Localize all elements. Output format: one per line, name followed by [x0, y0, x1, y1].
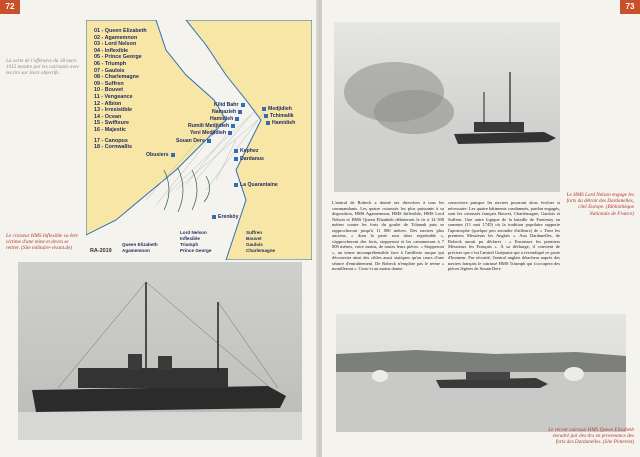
- legend-item: 15 - Swiftsure: [94, 120, 130, 127]
- legend-item: 17 - Canopus: [94, 137, 128, 144]
- page-number: 73: [620, 0, 640, 14]
- inflexible-caption: Le croiseur HMS Inflexible va être victime d'une mine et devra se retirer. (Site militaire-vivant.de): [6, 233, 78, 252]
- place-dardanus: Dardanus: [232, 156, 264, 162]
- place-kilid-bahr: Kilid Bahr: [214, 102, 247, 108]
- article-column-1: L'amiral de Robeck a donné ses directives à tous les commandants. Les quatre cuirassés les plus puissants à sa disposition, HMS Agamemnon, HMS Inflexible, HMS Lord Nelson et HMS Queen Elizabeth débuteront le tir à 14 500 mètres contre les forts du goulet de Tchanak puis se rapprocheront jusqu'à 11 000 mètres. Des navires plus anciens, « dont la perte sera alors regrettable », s'approcheront des forts, stopperont et les canonneront à 7 000 mètres, voire moins, de toutes leurs pièces. « Stopperont », un terme incompréhensible face à l'artillerie turque qui découvrira ainsi des cibles aussi statiques qu'au cours d'une séance d'entraînement. De Robeck n'emploie pas le terme « mouilleront ». Ceux-ci au moins donne: [332, 200, 444, 271]
- place-yeni-medjidieh: Yeni Medjidieh: [190, 130, 234, 136]
- place-erenkoy: Erenköy: [210, 214, 238, 220]
- legend-item: 02 - Agamemnon: [94, 34, 138, 41]
- photo-hms-lord-nelson: [334, 22, 560, 192]
- legend-item: 10 - Bouvet: [94, 87, 124, 94]
- battleship-under-fire: [336, 314, 626, 432]
- place-kephez: Kephez: [232, 148, 258, 154]
- legend-item: 04 - Inflexible: [94, 47, 129, 54]
- legend-item: 06 - Triumph: [94, 60, 127, 67]
- legend-item: 12 - Albion: [94, 100, 122, 107]
- ship-table-col3: Suffren Bouvet Gaulois Charlemagne: [246, 230, 276, 253]
- photo-hms-queen-elizabeth: [336, 314, 626, 432]
- legend-item: 05 - Prince George: [94, 54, 142, 61]
- legend-item: 11 - Vengeance: [94, 93, 133, 100]
- place-hamidieh-west: Hamidieh: [210, 116, 241, 122]
- ship-table-col1: Queen Elizabeth Agamemnon: [122, 242, 158, 253]
- battle-map: [86, 20, 312, 260]
- place-hamidieh-east: Hamidieh: [264, 120, 295, 126]
- map-legend: [94, 28, 147, 151]
- map-code: RA-2019: [90, 248, 112, 254]
- photo-hms-inflexible: [18, 262, 302, 440]
- right-page: [322, 0, 640, 457]
- legend-item: 01 - Queen Elizabeth: [94, 28, 147, 34]
- place-obusiers: Obusiers: [146, 152, 177, 158]
- lord-nelson-caption: Le HMS Lord Nelson engage les forts du détroit des Dardanelles, côté Europe. (Bibliothèque Nationale de France): [566, 192, 634, 217]
- legend-item: 13 - Irresistible: [94, 107, 133, 114]
- battleship-silhouette: [18, 262, 302, 440]
- place-medjidieh: Medjidieh: [260, 106, 292, 112]
- left-page: [0, 0, 318, 457]
- article-column-2: conscience puisque les navires pourront alors évoluer si nécessaire. Les quatre bâtiments condamnés, pardon engagés, sont les cuirassés français Bouvet, Charlemagne, Gaulois et Suffren. Une autre logique de la bataille de Fontenoy en sommes (11 mai 1745) où la tradition populaire rapporte l'apostrophe (quelque peu arrondie d'ailleurs) de « Tirez les premiers Messieurs les Anglais ». Aux Dardanelles, de Robeck aurait pu déclarer : « Encaissez les premiers Messieurs les Français ». À sa décharge, il convient de préciser que c'est l'amiral Guépratte qui a revendiqué ce poste d'honneur. Par sécurité, l'amiral anglais détachera auprès des navires français le cuirassé HMS Triumph qui s'occupera des pièces légères de Souan Dere: [448, 200, 560, 271]
- place-souan-dere: Souan Dere: [176, 138, 213, 144]
- legend-item: 08 - Charlemagne: [94, 74, 139, 81]
- battleship-smoke-scene: [334, 22, 560, 192]
- legend-item: 03 - Lord Nelson: [94, 41, 137, 48]
- place-rumili-medjidieh: Rumili Medjidieh: [188, 123, 237, 129]
- queen-elizabeth-caption: Le récent cuirassé HMS Queen Elizabeth encadré par des tirs en provenance des forts des Dardanelles. (Site Pinterest): [548, 427, 634, 446]
- legend-item: 16 - Majestic: [94, 126, 127, 133]
- legend-item: 09 - Suffren: [94, 80, 124, 87]
- map-caption: La carte de l'offensive du 18 mars 1915 montre par les cuirassés avec les tirs sur leurs objectifs.: [6, 58, 80, 77]
- place-namazieh: Namazieh: [212, 109, 244, 115]
- place-la-quarantaine: La Quarantaine: [232, 182, 278, 188]
- ship-table-col2: Lord Nelson Inflexible Triumph Prince George: [180, 230, 212, 253]
- legend-item: 14 - Ocean: [94, 113, 122, 120]
- legend-item: 18 - Cornwallis: [94, 144, 133, 151]
- page-number: 72: [0, 0, 20, 14]
- legend-item: 07 - Gaulois: [94, 67, 125, 74]
- ship-table: [122, 230, 302, 256]
- place-tchimalik: Tchimalik: [262, 113, 294, 119]
